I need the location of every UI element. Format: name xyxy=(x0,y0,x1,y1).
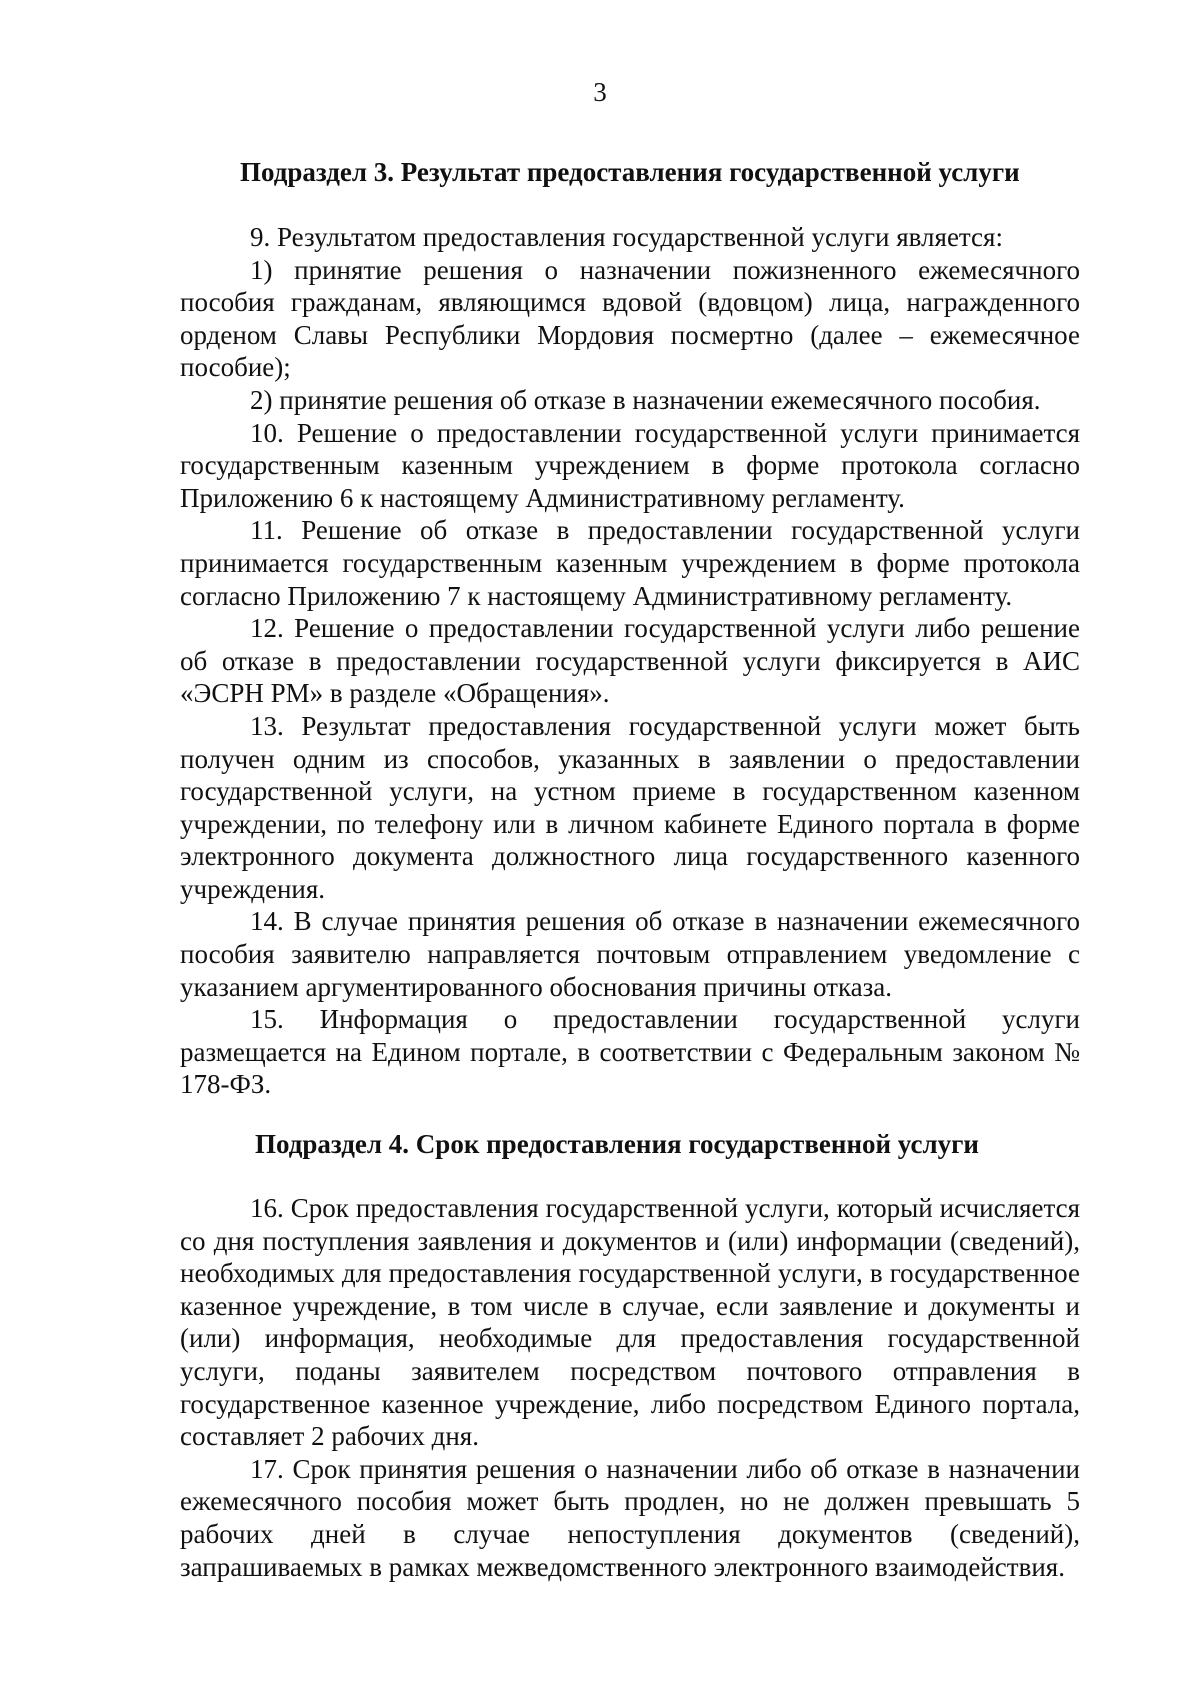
section-3-body xyxy=(180,221,1080,1101)
section-4-heading: Подраздел 4. Срок предоставления государственной услуги xyxy=(255,1129,979,1159)
paragraph-10: 10. Решение о предоставлении государственной услуги принимается государственным казенным учреждением в форме протокола согласно Приложению 6 к настоящему Административному регламенту. xyxy=(180,417,1080,513)
section-4-body xyxy=(180,1192,1080,1583)
paragraph-12: 12. Решение о предоставлении государственной услуги либо решение об отказе в предоставлении государственной услуги фиксируется в АИС «ЭСРН РМ» в разделе «Обращения». xyxy=(180,613,1080,709)
paragraph-9-item-1: 1) принятие решения о назначении пожизненного ежемесячного пособия гражданам, являющимся вдовой (вдовцом) лица, награжденного орденом Славы Республики Мордовия посмертно (далее – ежемесячное пособие); xyxy=(180,254,1080,383)
paragraph-16: 16. Срок предоставления государственной услуги, который исчисляется со дня поступления заявления и документов и (или) информации (сведений), необходимых для предоставления государственной услуги, в государственное казенное учреждение, в том числе в случае, если заявление и документы и (или) информация, необходимые для предоставления государственной услуги, поданы заявителем посредством почтового отправления в государственное казенное учреждение, либо посредством Единого портала, составляет 2 рабочих дня. xyxy=(180,1193,1080,1452)
paragraph-17: 17. Срок принятия решения о назначении либо об отказе в назначении ежемесячного пособия может быть продлен, но не должен превышать 5 рабочих дней в случае непоступления документов (сведений), запрашиваемых в рамках межведомственного электронного взаимодействия. xyxy=(180,1453,1080,1582)
paragraph-11: 11. Решение об отказе в предоставлении государственной услуги принимается государственным казенным учреждением в форме протокола согласно Приложению 7 к настоящему Административному регламенту. xyxy=(180,515,1080,611)
paragraph-13: 13. Результат предоставления государственной услуги может быть получен одним из способов, указанных в заявлении о предоставлении государственной услуги, на устном приеме в государственном казенном учреждении, по телефону или в личном кабинете Единого портала в форме электронного документа должностного лица государственного казенного учреждения. xyxy=(180,710,1080,904)
paragraph-9-item-2: 2) принятие решения об отказе в назначении ежемесячного пособия. xyxy=(250,384,1041,415)
section-3-heading: Подраздел 3. Результат предоставления государственной услуги xyxy=(240,157,1020,187)
page-number: 3 xyxy=(593,77,607,107)
paragraph-15: 15. Информация о предоставлении государственной услуги размещается на Едином портале, в соответствии с Федеральным законом № 178-ФЗ. xyxy=(180,1004,1080,1100)
paragraph-14: 14. В случае принятия решения об отказе в назначении ежемесячного пособия заявителю направляется почтовым отправлением уведомление с указанием аргументированного обоснования причины отказа. xyxy=(180,906,1080,1002)
paragraph-9: 9. Результатом предоставления государственной услуги является: xyxy=(250,222,1003,252)
